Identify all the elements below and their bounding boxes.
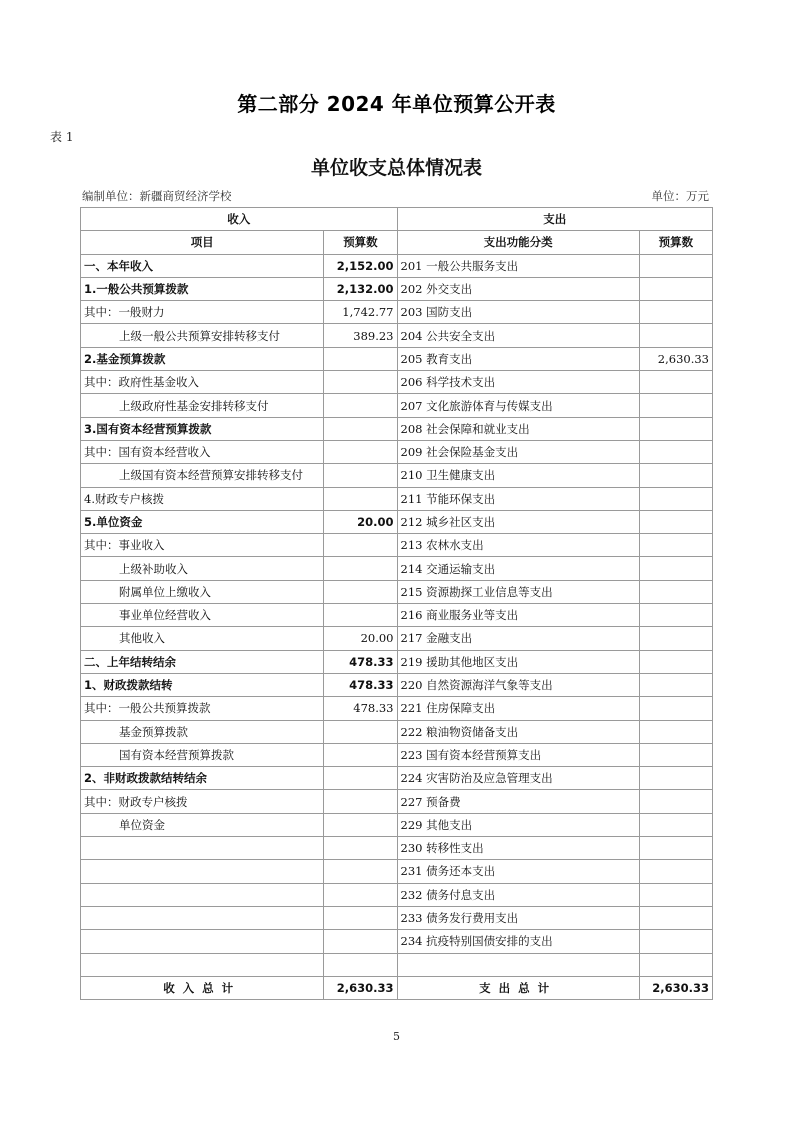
row-amount2	[639, 487, 712, 510]
column-header-row	[81, 231, 713, 254]
table-row	[81, 347, 713, 370]
row-function: 219 援助其他地区支出	[397, 650, 639, 673]
row-function: 201 一般公共服务支出	[397, 254, 639, 277]
row-item	[81, 883, 324, 906]
row-amount	[324, 347, 397, 370]
row-amount2	[639, 860, 712, 883]
table-row	[81, 557, 713, 580]
row-function: 208 社会保障和就业支出	[397, 417, 639, 440]
table-row	[81, 837, 713, 860]
row-amount	[324, 534, 397, 557]
row-amount	[324, 743, 397, 766]
expense-total-amount: 2,630.33	[639, 976, 712, 999]
table-row	[81, 860, 713, 883]
row-amount2	[639, 371, 712, 394]
row-item: 国有资本经营预算拨款	[81, 743, 324, 766]
row-function: 210 卫生健康支出	[397, 464, 639, 487]
row-function: 223 国有资本经营预算支出	[397, 743, 639, 766]
row-item	[81, 953, 324, 976]
table-row	[81, 650, 713, 673]
row-function: 221 住房保障支出	[397, 697, 639, 720]
row-amount	[324, 906, 397, 929]
row-amount	[324, 487, 397, 510]
row-amount2	[639, 906, 712, 929]
row-amount2	[639, 883, 712, 906]
row-amount	[324, 580, 397, 603]
income-total-label: 收入总计	[81, 976, 324, 999]
row-amount	[324, 417, 397, 440]
row-amount	[324, 813, 397, 836]
row-function: 217 金融支出	[397, 627, 639, 650]
page-number: 5	[393, 1030, 400, 1043]
row-item	[81, 930, 324, 953]
table-row	[81, 580, 713, 603]
row-amount	[324, 371, 397, 394]
table-row	[81, 534, 713, 557]
table-row	[81, 464, 713, 487]
row-function: 213 农林水支出	[397, 534, 639, 557]
expense-total-label: 支出总计	[397, 976, 639, 999]
table-row	[81, 510, 713, 533]
row-amount2	[639, 580, 712, 603]
row-amount2	[639, 557, 712, 580]
row-amount2	[639, 254, 712, 277]
row-amount	[324, 790, 397, 813]
row-function: 234 抗疫特别国债安排的支出	[397, 930, 639, 953]
row-item: 事业单位经营收入	[81, 604, 324, 627]
row-amount	[324, 720, 397, 743]
row-function: 212 城乡社区支出	[397, 510, 639, 533]
row-item: 2、非财政拨款结转结余	[81, 767, 324, 790]
row-item: 4.财政专户核拨	[81, 487, 324, 510]
row-function: 211 节能环保支出	[397, 487, 639, 510]
row-amount	[324, 464, 397, 487]
row-function: 229 其他支出	[397, 813, 639, 836]
table-row	[81, 371, 713, 394]
table-row	[81, 254, 713, 277]
row-amount2	[639, 534, 712, 557]
table-number: 表 1	[50, 130, 74, 144]
row-amount: 389.23	[324, 324, 397, 347]
row-amount2	[639, 324, 712, 347]
row-function: 231 债务还本支出	[397, 860, 639, 883]
row-amount2	[639, 464, 712, 487]
table-row	[81, 790, 713, 813]
row-amount	[324, 557, 397, 580]
row-item: 其中：政府性基金收入	[81, 371, 324, 394]
row-amount2	[639, 673, 712, 696]
row-amount	[324, 930, 397, 953]
row-amount2	[639, 743, 712, 766]
table-row	[81, 883, 713, 906]
col-header-amount: 预算数	[324, 231, 397, 254]
main-title: 第二部分 2024 年单位预算公开表	[237, 92, 556, 116]
table-row	[81, 743, 713, 766]
table-row	[81, 324, 713, 347]
row-item: 上级政府性基金安排转移支付	[81, 394, 324, 417]
row-amount	[324, 837, 397, 860]
row-amount2	[639, 604, 712, 627]
table-row	[81, 277, 713, 300]
row-amount	[324, 394, 397, 417]
row-function: 205 教育支出	[397, 347, 639, 370]
income-header: 收入	[81, 208, 398, 231]
table-row	[81, 767, 713, 790]
row-amount2	[639, 440, 712, 463]
row-item: 5.单位资金	[81, 510, 324, 533]
row-amount: 20.00	[324, 510, 397, 533]
table-row	[81, 673, 713, 696]
row-amount2: 2,630.33	[639, 347, 712, 370]
row-amount2	[639, 930, 712, 953]
row-amount2	[639, 813, 712, 836]
row-function: 227 预备费	[397, 790, 639, 813]
compiler-unit: 编制单位：新疆商贸经济学校	[82, 189, 232, 203]
currency-unit: 单位：万元	[651, 189, 709, 203]
row-amount2	[639, 953, 712, 976]
table-row	[81, 930, 713, 953]
table-row	[81, 953, 713, 976]
table-row	[81, 487, 713, 510]
row-function: 220 自然资源海洋气象等支出	[397, 673, 639, 696]
total-row	[81, 976, 713, 999]
table-row	[81, 627, 713, 650]
table-row	[81, 697, 713, 720]
row-amount2	[639, 394, 712, 417]
row-item: 一、本年收入	[81, 254, 324, 277]
col-header-amount2: 预算数	[639, 231, 712, 254]
row-amount2	[639, 697, 712, 720]
row-function: 216 商业服务业等支出	[397, 604, 639, 627]
row-amount2	[639, 417, 712, 440]
row-item: 1.一般公共预算拨款	[81, 277, 324, 300]
table-row	[81, 813, 713, 836]
row-amount2	[639, 277, 712, 300]
row-function: 202 外交支出	[397, 277, 639, 300]
row-amount: 20.00	[324, 627, 397, 650]
row-amount2	[639, 650, 712, 673]
row-item	[81, 906, 324, 929]
col-header-function: 支出功能分类	[397, 231, 639, 254]
row-amount2	[639, 510, 712, 533]
row-amount2	[639, 837, 712, 860]
table-row	[81, 417, 713, 440]
row-item: 二、上年结转结余	[81, 650, 324, 673]
row-amount2	[639, 790, 712, 813]
table-row	[81, 604, 713, 627]
row-item: 上级国有资本经营预算安排转移支付	[81, 464, 324, 487]
row-amount	[324, 604, 397, 627]
table-row	[81, 394, 713, 417]
row-function: 203 国防支出	[397, 301, 639, 324]
row-amount2	[639, 720, 712, 743]
row-amount: 478.33	[324, 697, 397, 720]
row-function: 207 文化旅游体育与传媒支出	[397, 394, 639, 417]
row-item: 上级一般公共预算安排转移支付	[81, 324, 324, 347]
row-function: 204 公共安全支出	[397, 324, 639, 347]
row-amount	[324, 953, 397, 976]
row-amount	[324, 440, 397, 463]
row-amount: 478.33	[324, 673, 397, 696]
row-amount: 2,132.00	[324, 277, 397, 300]
row-item: 其中：一般财力	[81, 301, 324, 324]
row-function: 222 粮油物资储备支出	[397, 720, 639, 743]
row-item: 基金预算拨款	[81, 720, 324, 743]
row-function: 232 债务付息支出	[397, 883, 639, 906]
row-function: 233 债务发行费用支出	[397, 906, 639, 929]
income-total-amount: 2,630.33	[324, 976, 397, 999]
row-item: 2.基金预算拨款	[81, 347, 324, 370]
row-amount2	[639, 301, 712, 324]
row-function: 206 科学技术支出	[397, 371, 639, 394]
row-function: 214 交通运输支出	[397, 557, 639, 580]
row-item	[81, 860, 324, 883]
row-item: 附属单位上缴收入	[81, 580, 324, 603]
row-amount	[324, 883, 397, 906]
col-header-item: 项目	[81, 231, 324, 254]
row-function: 215 资源勘探工业信息等支出	[397, 580, 639, 603]
table-row	[81, 440, 713, 463]
row-amount: 478.33	[324, 650, 397, 673]
row-item: 单位资金	[81, 813, 324, 836]
row-function: 230 转移性支出	[397, 837, 639, 860]
row-function: 209 社会保险基金支出	[397, 440, 639, 463]
row-item: 其中：一般公共预算拨款	[81, 697, 324, 720]
row-item: 3.国有资本经营预算拨款	[81, 417, 324, 440]
table-title: 单位收支总体情况表	[310, 157, 482, 179]
row-item: 其他收入	[81, 627, 324, 650]
row-item: 上级补助收入	[81, 557, 324, 580]
row-item: 其中：财政专户核拨	[81, 790, 324, 813]
row-amount	[324, 860, 397, 883]
section-header-row	[81, 208, 713, 231]
budget-table	[80, 207, 713, 1000]
table-row	[81, 906, 713, 929]
row-item	[81, 837, 324, 860]
row-function	[397, 953, 639, 976]
table-row	[81, 301, 713, 324]
row-item: 1、财政拨款结转	[81, 673, 324, 696]
row-function: 224 灾害防治及应急管理支出	[397, 767, 639, 790]
table-row	[81, 720, 713, 743]
row-amount: 2,152.00	[324, 254, 397, 277]
row-amount	[324, 767, 397, 790]
expense-header: 支出	[397, 208, 713, 231]
row-amount2	[639, 767, 712, 790]
row-item: 其中：事业收入	[81, 534, 324, 557]
row-item: 其中：国有资本经营收入	[81, 440, 324, 463]
row-amount: 1,742.77	[324, 301, 397, 324]
row-amount2	[639, 627, 712, 650]
